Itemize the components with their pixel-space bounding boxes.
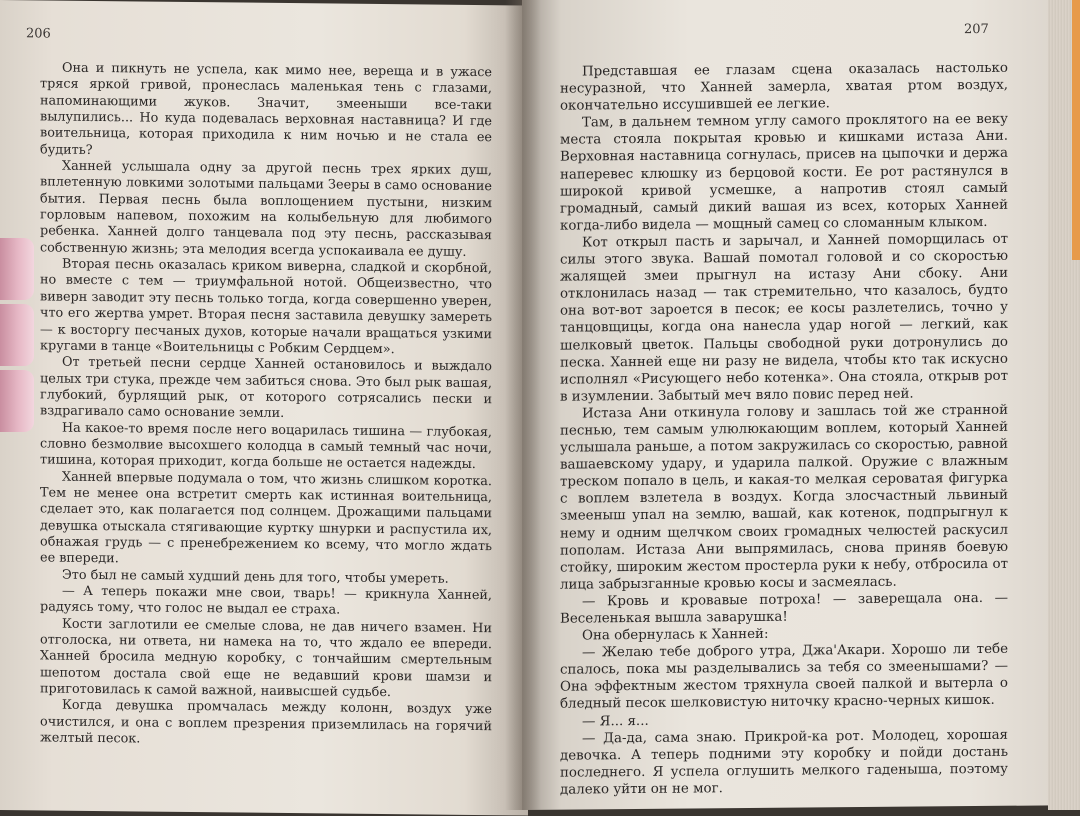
bookmark-segment — [0, 304, 34, 366]
paragraph: Она и пикнуть не успела, как мимо нее, вереща и в ужасе тряся яркой гривой, пронеслась маленькая тень с глазами, напоминающими жуков. Значит, змееныши все-таки вылупились... Но куда подевалась верховная наставница? И где воительница, которая приходила к ним ночью и не стала ее будить? — [40, 60, 492, 158]
paragraph: Ханней услышала одну за другой песнь трех ярких душ, вплетенную ловкими золотыми пальцами Зееры в само основание бытия. Первая песнь была воплощением пустыни, низким горловым напевом, похожим на колыбельную для любимого ребенка. Ханней долго танцевала под эту песнь, рассказывая собственную жизнь; эта мелодия всегда успокаивала ее душу. — [40, 158, 492, 260]
page-number-right: 207 — [964, 21, 989, 38]
paragraph: Кости заглотили ее смелые слова, не дав ничего взамен. Ни отголоска, ни ответа, ни намека на то, что ждало ее впереди. Ханней бросила медную коробку, с тончайшим смертельным шепотом достала свой еще не ведавший крови шамзи и приготовилась к самой важной, наивысшей судьбе. — [40, 616, 492, 701]
left-page-text — [40, 60, 492, 751]
right-page — [522, 0, 1080, 810]
paragraph: — Я... я... — [582, 713, 649, 730]
bookmark-segment — [0, 238, 34, 300]
paragraph: Кот открыл пасть и зарычал, и Ханней поморщилась от силы этого звука. Вашай помотал головой и со скоростью жалящей змеи прыгнул на истазу Ани сбоку. Ани отклонилась назад — так стремительно, что казалось, будто она вот-вот зароется в песок; ее косы разлетелись, точно у танцовщицы, когда она нанесла удар ногой — легкий, как шелковый цветок. Пальцы свободной руки дотронулись до песка. Ханней еще ни разу не видела, чтобы кто так искусно исполнял «Рисующего небо котенка». Она стояла, открыв рот в изумлении. Забытый меч вяло повис перед ней. — [560, 231, 1008, 405]
paragraph: Представшая ее глазам сцена оказалась настолько несуразной, что Ханней замерла, хватая ртом воздух, окончательно иссушившей ее легкие. — [560, 60, 1008, 114]
paragraph: — А теперь покажи мне свои, тварь! — крикнула Ханней, радуясь тому, что голос не выдал ее страха. — [40, 583, 492, 618]
paragraph: Когда девушка промчалась между колонн, воздух уже очистился, и она с воплем презрения приземлилась на горячий желтый песок. — [40, 698, 492, 747]
paragraph: Там, в дальнем темном углу самого проклятого на ее веку места стояла покрытая кровью и кишками истаза Ани. Верховная наставница согнулась, присев на цыпочки и держа наперевес клюшку из берцовой кости. Ее рот растянулся в широкой кривой усмешке, а напротив стоял самый громадный, самый дикий вашая из всех, которых Ханней когда-либо видела — мощный самец со сломанным клыком. — [560, 112, 1008, 234]
paragraph: — Да-да, сама знаю. Прикрой-ка рот. Молодец, хорошая девочка. А теперь подними эту коробку и пойди достань последнего. Я успела оглушить мелкого гаденыша, поэтому далеко уйти он не мог. — [560, 727, 1008, 798]
paragraph: Ханней впервые подумала о том, что жизнь слишком коротка. Тем не менее она встретит смерть как истинная воительница, сделает это, как полагается под солнцем. Дрожащими пальцами девушка отыскала стягивающие куртку шнурки и распустила их, обнажая грудь — с пренебрежением ко всему, что могло ждать ее впереди. — [40, 469, 492, 567]
pink-bookmark-clip — [0, 238, 34, 438]
bookmark-segment — [0, 370, 34, 432]
paragraph: — Желаю тебе доброго утра, Джа'Акари. Хорошо ли тебе спалось, пока мы разделывались за тебя со змеенышами? — Она эффектным жестом тряхнула своей палкой и вытерла о бледный песок шелковистую ниточку красно-черных кишок. — [560, 641, 1008, 713]
left-page — [0, 0, 528, 816]
paragraph: Вторая песнь оказалась криком виверна, сладкой и скорбной, но вместе с тем — триумфальной нотой. Общеизвестно, что виверн заводит эту песнь только тогда, когда совершенно уверен, что его жертва умрет. Вторая песня заставила девушку замереть — к восторгу песчаных духов, которые начали вращаться узкими кругами в танце «Воительницы с Робким Сердцем». — [40, 256, 492, 357]
page-number-left: 206 — [26, 26, 51, 42]
paragraph: Она обернулась к Ханней: — [582, 626, 769, 644]
right-page-text — [560, 60, 1008, 799]
paragraph: — Кровь и кровавые потроха! — заверещала она. — Веселенькая вышла заварушка! — [560, 590, 1008, 627]
paragraph: Это был не самый худший день для того, чтобы умереть. — [62, 567, 449, 587]
page-edges — [1048, 0, 1080, 810]
paragraph: От третьей песни сердце Ханней остановилось и выждало целых три стука, прежде чем забиться снова. Это был рык вашая, глубокий, бурлящий рык, от которого сотрясались пески и вздрагивало само основание земли. — [40, 354, 492, 422]
paragraph: Истаза Ани откинула голову и зашлась той же странной песнью, тем самым улюлюкающим воплем, который Ханней услышала раньше, а потом закружилась со скоростью, равной вашаевскому удару, и ударила палкой. Оружие с влажным треском попало в цель, и какая-то мелкая сероватая фигурка с воплем взлетела в воздух. Когда злосчастный львиный змееныш упал на землю, вашай, как котенок, подпрыгнул к нему и одним щелчком своих громадных челюстей раскусил пополам. Истаза Ани выпрямилась, снова приняв боевую стойку, широким жестом простерла руки к небу, отбросила от лица забрызганные кровью косы и засмеялась. — [560, 402, 1008, 593]
paragraph: На какое-то время после него воцарилась тишина — глубокая, словно безмолвие высохшего колодца в самый темный час ночи, тишина, которая приходит, когда больше не остается надежды. — [40, 420, 492, 473]
